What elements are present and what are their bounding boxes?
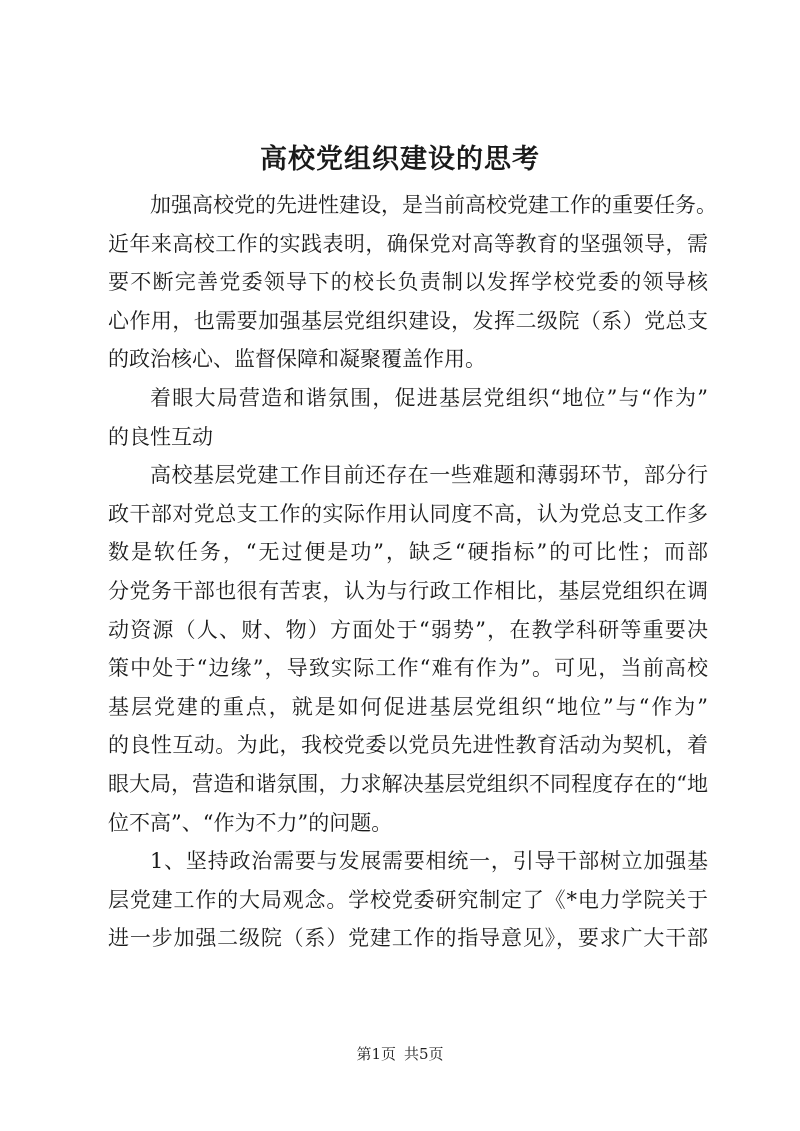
paragraph-2-line-5: 动资源（人、财、物）方面处于“弱势”，在教学科研等重要决 xyxy=(108,617,708,642)
paragraph-1-line-4: 心作用，也需要加强基层党组织建设，发挥二级院（系）党总支 xyxy=(108,308,708,333)
paragraph-1-line-3: 要不断完善党委领导下的校长负责制以发挥学校党委的领导核 xyxy=(108,270,708,295)
paragraph-2-line-1: 高校基层党建工作目前还存在一些难题和薄弱环节，部分行 xyxy=(150,463,708,488)
paragraph-3-line-1: 1、坚持政治需要与发展需要相统一，引导干部树立加强基 xyxy=(150,849,708,874)
page-footer xyxy=(0,1044,800,1064)
paragraph-2-line-6: 策中处于“边缘”，导致实际工作“难有作为”。可见，当前高校 xyxy=(108,656,708,681)
paragraph-2-line-8: 的良性互动。为此，我校党委以党员先进性教育活动为契机，着 xyxy=(108,733,708,758)
page-number: 第1页 xyxy=(356,1045,396,1063)
paragraph-2-line-7: 基层党建的重点，就是如何促进基层党组织“地位”与“作为” xyxy=(108,694,708,719)
paragraph-1-line-5: 的政治核心、监督保障和凝聚覆盖作用。 xyxy=(108,347,486,372)
paragraph-3-line-3: 进一步加强二级院（系）党建工作的指导意见》，要求广大干部 xyxy=(108,926,708,951)
page-title: 高校党组织建设的思考 xyxy=(260,144,540,175)
paragraph-2-line-4: 分党务干部也很有苦衷，认为与行政工作相比，基层党组织在调 xyxy=(108,578,708,603)
paragraph-1-line-2: 近年来高校工作的实践表明，确保党对高等教育的坚强领导，需 xyxy=(108,231,708,256)
paragraph-3-line-2: 层党建工作的大局观念。学校党委研究制定了《*电力学院关于 xyxy=(108,887,708,912)
document-body xyxy=(108,186,717,958)
section-heading-line-2: 的良性互动 xyxy=(108,424,213,449)
section-heading-line-1: 着眼大局营造和谐氛围，促进基层党组织“地位”与“作为” xyxy=(150,385,708,410)
paragraph-2-line-2: 政干部对党总支工作的实际作用认同度不高，认为党总支工作多 xyxy=(108,501,708,526)
paragraph-1-line-1: 加强高校党的先进性建设，是当前高校党建工作的重要任务。 xyxy=(150,193,717,217)
page-total: 共5页 xyxy=(404,1045,444,1063)
paragraph-2-line-9: 眼大局，营造和谐氛围，力求解决基层党组织不同程度存在的“地 xyxy=(108,771,708,796)
paragraph-2-line-10: 位不高”、“作为不力”的问题。 xyxy=(108,810,393,835)
paragraph-2-line-3: 数是软任务，“无过便是功”，缺乏“硬指标”的可比性；而部 xyxy=(108,540,708,565)
